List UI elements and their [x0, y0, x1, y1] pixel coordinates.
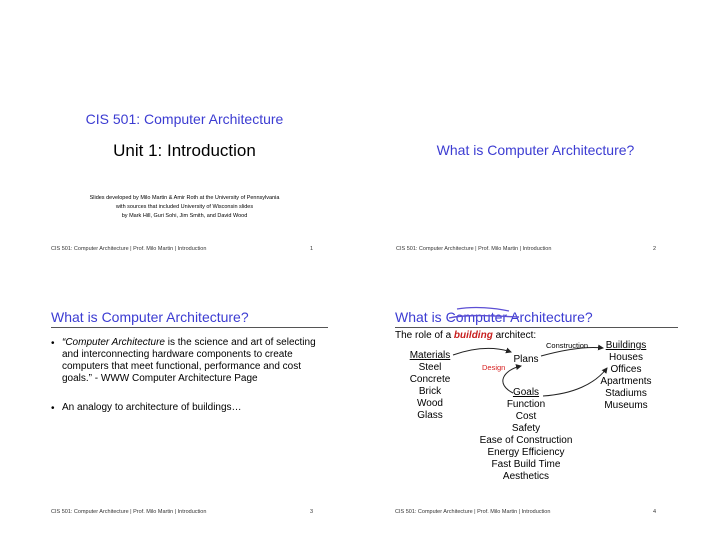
intro-text: The role of a building architect: [395, 330, 537, 341]
goal-item: Energy Efficiency [487, 447, 565, 458]
material-item: Concrete [409, 374, 451, 385]
goal-item: Fast Build Time [491, 459, 561, 470]
buildings-heading: Buildings [605, 340, 647, 351]
design-label: Design [482, 363, 506, 372]
building-item: Museums [604, 400, 648, 411]
slide-4 [363, 288, 708, 550]
slide-title: What is Computer Architecture? [395, 309, 593, 325]
goal-item: Ease of Construction [479, 435, 573, 446]
credits-line-3: by Mark Hill, Guri Sohi, Jim Smith, and David Wood [121, 213, 248, 219]
goal-item: Function [506, 399, 546, 410]
page-number: 4 [653, 509, 657, 515]
bullet-1-line-2: and interconnecting hardware components to create [62, 349, 293, 360]
construction-label: Construction [546, 341, 589, 350]
slide-1 [12, 8, 357, 268]
slide-footer: CIS 501: Computer Architecture | Prof. Milo Martin | Introduction [51, 509, 207, 515]
slide-title: What is Computer Architecture? [51, 309, 249, 325]
page-number: 1 [310, 246, 314, 252]
material-item: Wood [417, 398, 443, 409]
bullet-2-marker: • [51, 403, 55, 414]
goals-heading: Goals [512, 387, 540, 398]
materials-heading: Materials [409, 350, 451, 361]
title-rule [51, 327, 328, 328]
course-title: CIS 501: Computer Architecture [85, 111, 284, 127]
material-item: Steel [418, 362, 442, 373]
bullet-1-line-4: goals.” - WWW Computer Architecture Page [62, 373, 258, 384]
building-item: Houses [609, 352, 643, 363]
goal-item: Cost [515, 411, 537, 422]
goal-item: Safety [511, 423, 541, 434]
bullet-2-line-1: An analogy to architecture of buildings… [62, 402, 242, 413]
credits-line-1: Slides developed by Milo Martin & Amir Roth at the University of Pennsylvania [89, 195, 280, 201]
bullet-1-line-3: computers that meet functional, performance and cost [62, 361, 302, 372]
slide-3 [12, 288, 357, 548]
slide-footer: CIS 501: Computer Architecture | Prof. Milo Martin | Introduction [396, 246, 552, 252]
material-item: Brick [418, 386, 442, 397]
emphasis-word: building [453, 330, 493, 341]
bullet-1-line-1: “Computer Architecture is the science and art of selecting [62, 337, 316, 348]
goal-item: Aesthetics [502, 471, 550, 482]
slide-title: What is Computer Architecture? [436, 142, 635, 158]
plans-label: Plans [513, 354, 539, 365]
page-number: 2 [653, 246, 657, 252]
bullet-1-marker: • [51, 338, 55, 349]
building-item: Stadiums [605, 388, 647, 399]
material-item: Glass [417, 410, 443, 421]
building-item: Offices [610, 364, 642, 375]
building-item: Apartments [600, 376, 652, 387]
struck-word: Computer [445, 309, 508, 325]
unit-title: Unit 1: Introduction [113, 141, 256, 160]
credits-line-2: with sources that included University of Wisconsin slides [115, 204, 254, 210]
slide-footer: CIS 501: Computer Architecture | Prof. Milo Martin | Introduction [51, 246, 207, 252]
slide-footer: CIS 501: Computer Architecture | Prof. Milo Martin | Introduction [395, 509, 551, 515]
page-number: 3 [310, 509, 314, 515]
slide-2 [363, 8, 708, 268]
